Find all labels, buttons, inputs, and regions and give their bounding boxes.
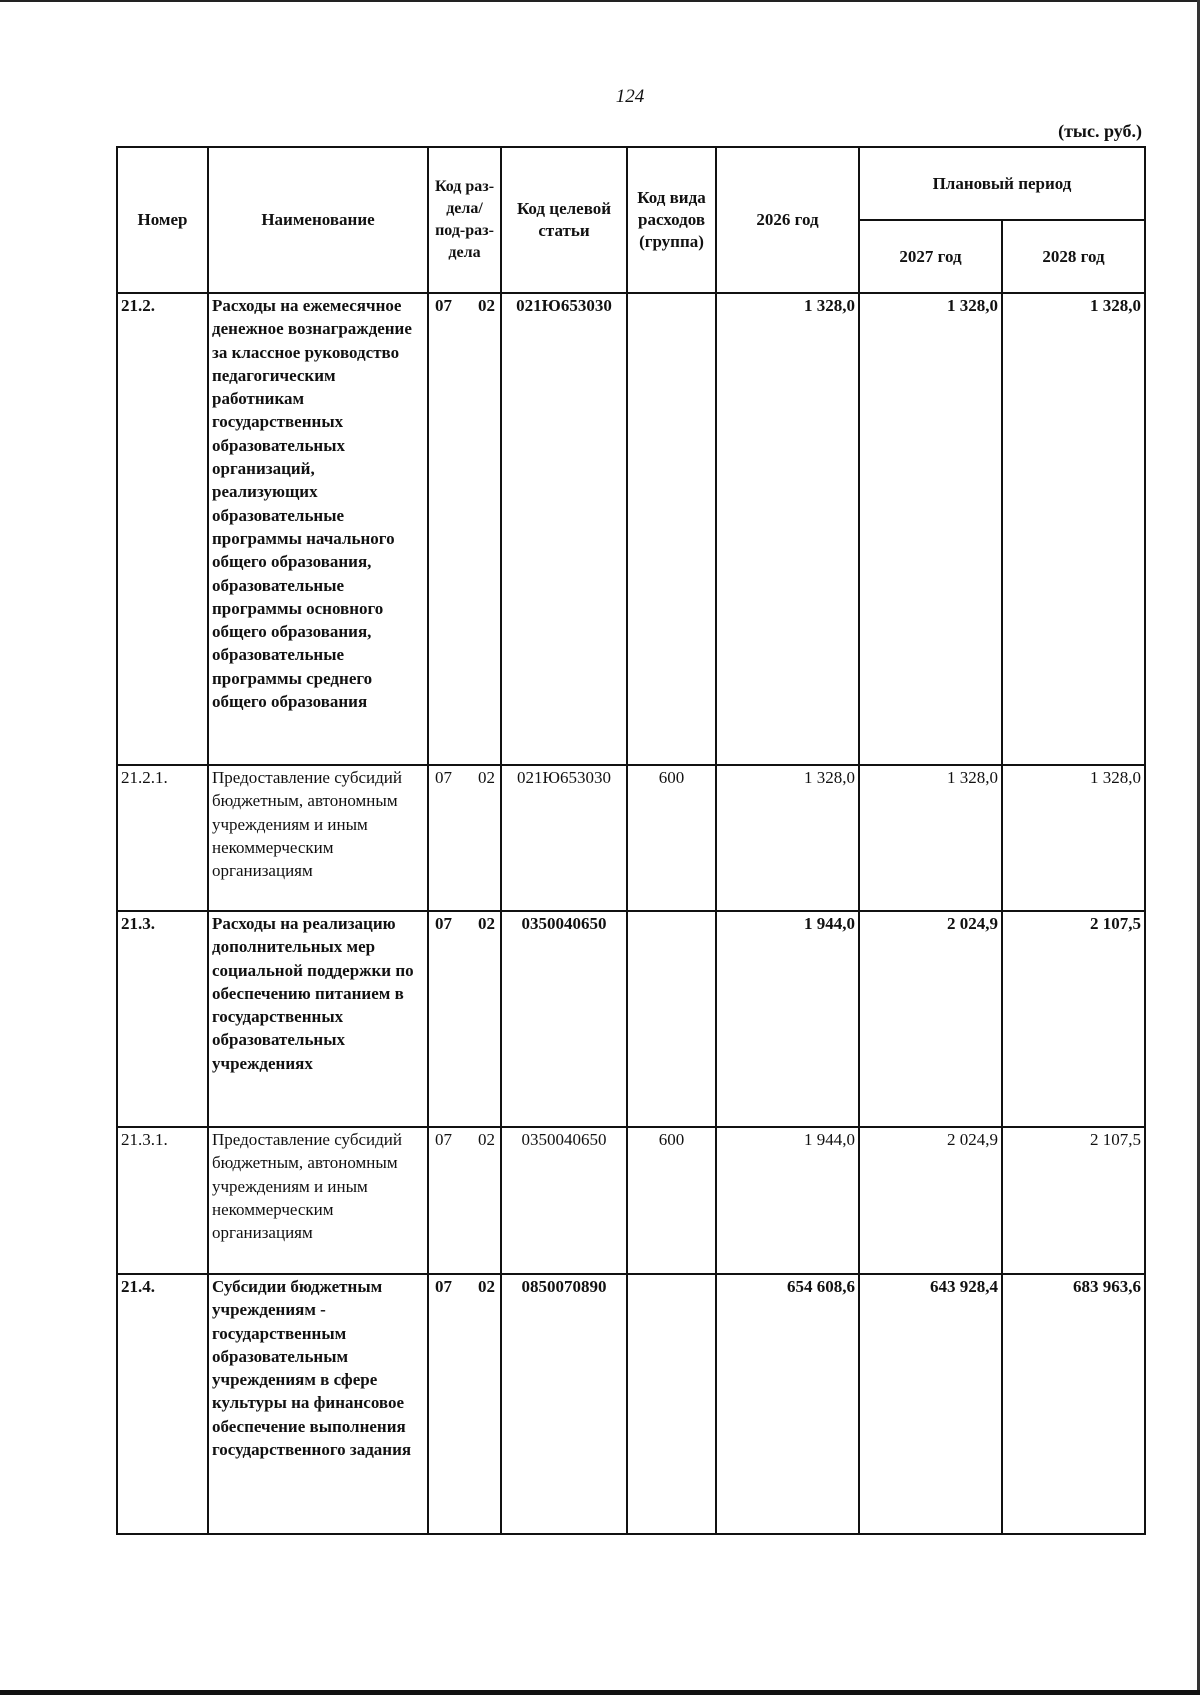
row-value-2028: 1 328,0 xyxy=(1002,293,1145,765)
row-value-2026: 1 328,0 xyxy=(716,293,859,765)
header-year-2028: 2028 год xyxy=(1002,220,1145,293)
section-code: 07 xyxy=(435,1130,452,1149)
table-row xyxy=(117,1127,1145,1274)
budget-table xyxy=(116,146,1146,1535)
row-value-2027: 643 928,4 xyxy=(859,1274,1002,1534)
row-expense-code xyxy=(627,1274,716,1534)
section-code: 07 xyxy=(435,914,452,933)
row-name: Субсидии бюджетным учреждениям - государственным образовательным учреждениям в сфере культуры на финансовое обеспечение выполнения государственного задания xyxy=(208,1274,428,1534)
table-header xyxy=(117,147,1145,293)
row-value-2026: 654 608,6 xyxy=(716,1274,859,1534)
row-section-code xyxy=(428,765,501,911)
row-number: 21.2.1. xyxy=(117,765,208,911)
row-value-2027: 1 328,0 xyxy=(859,293,1002,765)
table-row xyxy=(117,1274,1145,1534)
page-number: 124 xyxy=(615,86,645,107)
units-label: (тыс. руб.) xyxy=(1058,121,1142,141)
row-section-code xyxy=(428,1274,501,1534)
row-expense-code xyxy=(627,911,716,1127)
row-target-code: 0350040650 xyxy=(501,1127,627,1274)
row-expense-code: 600 xyxy=(627,1127,716,1274)
row-value-2028: 1 328,0 xyxy=(1002,765,1145,911)
subsection-code: 02 xyxy=(478,296,495,315)
header-section-code: Код раз-дела/ под-раз-дела xyxy=(428,147,501,293)
row-name: Расходы на реализацию дополнительных мер социальной поддержки по обеспечению питанием в государственных образовательных учреждениях xyxy=(208,911,428,1127)
row-value-2028: 2 107,5 xyxy=(1002,911,1145,1127)
row-target-code: 0350040650 xyxy=(501,911,627,1127)
row-value-2026: 1 944,0 xyxy=(716,1127,859,1274)
row-number: 21.4. xyxy=(117,1274,208,1534)
row-expense-code: 600 xyxy=(627,765,716,911)
row-number: 21.3. xyxy=(117,911,208,1127)
row-name: Предоставление субсидий бюджетным, автономным учреждениям и иным некоммерческим организациям xyxy=(208,1127,428,1274)
header-year-2027: 2027 год xyxy=(859,220,1002,293)
subsection-code: 02 xyxy=(478,768,495,787)
scan-border-bottom xyxy=(0,1690,1200,1695)
row-expense-code xyxy=(627,293,716,765)
row-section-code xyxy=(428,911,501,1127)
section-code: 07 xyxy=(435,296,452,315)
row-number: 21.3.1. xyxy=(117,1127,208,1274)
section-code: 07 xyxy=(435,1277,452,1296)
scan-border-top xyxy=(0,0,1200,2)
subsection-code: 02 xyxy=(478,914,495,933)
section-code: 07 xyxy=(435,768,452,787)
row-target-code: 021Ю653030 xyxy=(501,765,627,911)
row-name: Расходы на ежемесячное денежное вознаграждение за классное руководство педагогическим работникам государственных образовательных организаций, реализующих образовательные программы начального общего образования, образовательные программы основного общего образования, образовательные программы среднего общего образования xyxy=(208,293,428,765)
subsection-code: 02 xyxy=(478,1130,495,1149)
row-value-2028: 683 963,6 xyxy=(1002,1274,1145,1534)
row-target-code: 0850070890 xyxy=(501,1274,627,1534)
table-body xyxy=(117,293,1145,1534)
row-name: Предоставление субсидий бюджетным, автономным учреждениям и иным некоммерческим организациям xyxy=(208,765,428,911)
header-target-code: Код целевой статьи xyxy=(501,147,627,293)
header-name: Наименование xyxy=(208,147,428,293)
row-section-code xyxy=(428,293,501,765)
row-value-2027: 2 024,9 xyxy=(859,1127,1002,1274)
row-target-code: 021Ю653030 xyxy=(501,293,627,765)
row-number: 21.2. xyxy=(117,293,208,765)
table-row xyxy=(117,293,1145,765)
row-value-2027: 2 024,9 xyxy=(859,911,1002,1127)
row-value-2027: 1 328,0 xyxy=(859,765,1002,911)
table-row xyxy=(117,765,1145,911)
header-year-2026: 2026 год xyxy=(716,147,859,293)
header-expense-type-code: Код вида расходов (группа) xyxy=(627,147,716,293)
header-number: Номер xyxy=(117,147,208,293)
row-value-2026: 1 328,0 xyxy=(716,765,859,911)
row-section-code xyxy=(428,1127,501,1274)
row-value-2026: 1 944,0 xyxy=(716,911,859,1127)
subsection-code: 02 xyxy=(478,1277,495,1296)
table-row xyxy=(117,911,1145,1127)
row-value-2028: 2 107,5 xyxy=(1002,1127,1145,1274)
header-planned-period: Плановый период xyxy=(859,147,1145,220)
